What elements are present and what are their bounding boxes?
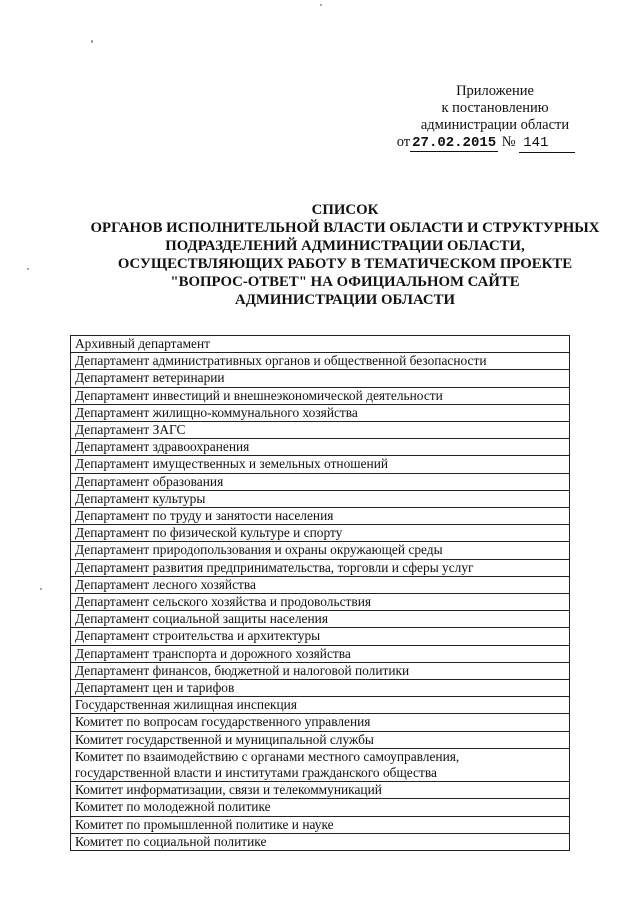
table-row: [71, 697, 570, 714]
organization-name-text: Комитет по молодежной политике: [75, 799, 271, 815]
organization-name-cell: [71, 422, 570, 439]
organization-name-text: Комитет по промышленной политике и науке: [75, 816, 334, 832]
organization-name-cell: [71, 490, 570, 507]
table-row: [71, 645, 570, 662]
table-row: [71, 525, 570, 542]
title-line: ПОДРАЗДЕЛЕНИЙ АДМИНИСТРАЦИИ ОБЛАСТИ,: [165, 238, 525, 254]
organization-name-text: Департамент финансов, бюджетной и налоговой политики: [75, 662, 410, 678]
table-row: [71, 680, 570, 697]
scan-speck: [27, 268, 29, 270]
organization-name-text: Департамент инвестиций и внешнеэкономической деятельности: [75, 387, 443, 403]
table-row: [71, 439, 570, 456]
organization-name-text: Комитет по вопросам государственного управления: [75, 714, 371, 730]
annex-block: [395, 83, 595, 153]
scan-speck: [40, 588, 42, 590]
title-line: "ВОПРОС-ОТВЕТ" НА ОФИЦИАЛЬНОМ САЙТЕ: [170, 274, 520, 290]
organization-name-cell: [71, 833, 570, 850]
table-row: [71, 559, 570, 576]
annex-date-number-line: [397, 134, 576, 153]
organization-name-text: Департамент социальной защиты населения: [75, 611, 328, 627]
organization-name-cell: [71, 680, 570, 697]
scan-speck: [320, 4, 322, 6]
organization-name-text: Департамент административных органов и общественной безопасности: [75, 353, 487, 369]
organization-name-cell: [71, 353, 570, 370]
organization-name-text: Департамент природопользования и охраны окружающей среды: [75, 542, 443, 558]
table-row: [71, 370, 570, 387]
organization-name-text: Архивный департамент: [75, 336, 211, 351]
organization-name-text: Департамент здравоохранения: [75, 439, 250, 455]
organization-name-text: Комитет государственной и муниципальной службы: [75, 731, 374, 747]
annex-line: Приложение: [456, 83, 534, 99]
organization-name-text: Департамент ЗАГС: [75, 422, 186, 438]
organization-name-cell: [71, 748, 570, 781]
organization-name-cell: [71, 611, 570, 628]
annex-number: 141: [519, 135, 575, 153]
table-row: [71, 594, 570, 611]
table-row: [71, 816, 570, 833]
title-line: ОСУЩЕСТВЛЯЮЩИХ РАБОТУ В ТЕМАТИЧЕСКОМ ПРОЕКТЕ: [117, 256, 573, 272]
organization-name-text: Комитет по взаимодействию с органами местного самоуправления,: [75, 748, 460, 764]
organization-name-cell: [71, 336, 570, 353]
organization-name-cell: [71, 508, 570, 525]
table-row: [71, 336, 570, 353]
organization-name-text: Департамент имущественных и земельных отношений: [75, 456, 389, 472]
organization-name-cell: [71, 816, 570, 833]
organization-name-cell: [71, 439, 570, 456]
organization-name-text: Департамент ветеринарии: [75, 370, 225, 386]
organization-name-cell: [71, 662, 570, 679]
table-row: [71, 782, 570, 799]
organization-name-cell: [71, 456, 570, 473]
organization-name-cell: [71, 525, 570, 542]
organization-name-cell: [71, 714, 570, 731]
table-row: [71, 404, 570, 421]
table-row: [71, 473, 570, 490]
table-row: [71, 611, 570, 628]
document-title: [60, 201, 630, 309]
organization-name-text: Департамент сельского хозяйства и продовольствия: [75, 594, 372, 610]
scan-speck: [91, 40, 93, 43]
organization-name-text: Государственная жилищная инспекция: [75, 697, 298, 713]
annex-line: к постановлению: [441, 100, 549, 116]
table-row: [71, 508, 570, 525]
organization-name-cell: [71, 799, 570, 816]
organization-name-text: Департамент транспорта и дорожного хозяйства: [75, 645, 351, 661]
organization-name-cell: [71, 473, 570, 490]
organization-name-text: Департамент цен и тарифов: [75, 680, 235, 696]
table-row: [71, 387, 570, 404]
title-line: АДМИНИСТРАЦИИ ОБЛАСТИ: [235, 292, 455, 308]
annex-from-prefix: от: [396, 134, 411, 150]
table-row: [71, 833, 570, 850]
table-row: [71, 353, 570, 370]
organization-name-cell: [71, 542, 570, 559]
organization-name-cell: [71, 576, 570, 593]
organization-name-text: Департамент по физической культуре и спорту: [75, 525, 343, 541]
table-row: [71, 748, 570, 781]
organization-name-cell: [71, 782, 570, 799]
title-line: СПИСОК: [311, 202, 379, 218]
table-row: [71, 731, 570, 748]
organization-name-text: Комитет информатизации, связи и телекоммуникаций: [75, 782, 382, 798]
organization-name-text: Департамент по труду и занятости населения: [75, 508, 334, 524]
organization-name-cell: [71, 594, 570, 611]
annex-date: 27.02.2015: [412, 135, 497, 151]
organization-name-text: Комитет по социальной политике: [75, 833, 267, 849]
table-row: [71, 714, 570, 731]
organization-name-text: Департамент жилищно-коммунального хозяйства: [75, 404, 358, 420]
organization-name-cell: [71, 645, 570, 662]
organization-name-text: Департамент развития предпринимательства, торговли и сферы услуг: [75, 559, 474, 575]
organization-name-cell: [71, 697, 570, 714]
table-row: [71, 576, 570, 593]
organization-name-cell: [71, 370, 570, 387]
table-row: [71, 490, 570, 507]
annex-line: администрации области: [420, 117, 570, 133]
table-row: [71, 662, 570, 679]
annex-number-sign: №: [501, 134, 516, 150]
table-row: [71, 542, 570, 559]
table-row: [71, 422, 570, 439]
table-row: [71, 456, 570, 473]
organization-name-text: государственной власти и институтами гражданского общества: [75, 765, 437, 781]
organization-name-cell: [71, 559, 570, 576]
organization-name-cell: [71, 404, 570, 421]
organization-name-text: Департамент культуры: [75, 490, 206, 506]
title-line: ОРГАНОВ ИСПОЛНИТЕЛЬНОЙ ВЛАСТИ ОБЛАСТИ И СТРУКТУРНЫХ: [90, 220, 600, 236]
organizations-table: [70, 335, 570, 851]
organization-name-text: Департамент строительства и архитектуры: [75, 628, 321, 644]
table-row: [71, 628, 570, 645]
organization-name-text: Департамент образования: [75, 473, 224, 489]
organization-name-cell: [71, 387, 570, 404]
table-row: [71, 799, 570, 816]
organization-name-cell: [71, 628, 570, 645]
organization-name-cell: [71, 731, 570, 748]
organization-name-text: Департамент лесного хозяйства: [75, 576, 256, 592]
